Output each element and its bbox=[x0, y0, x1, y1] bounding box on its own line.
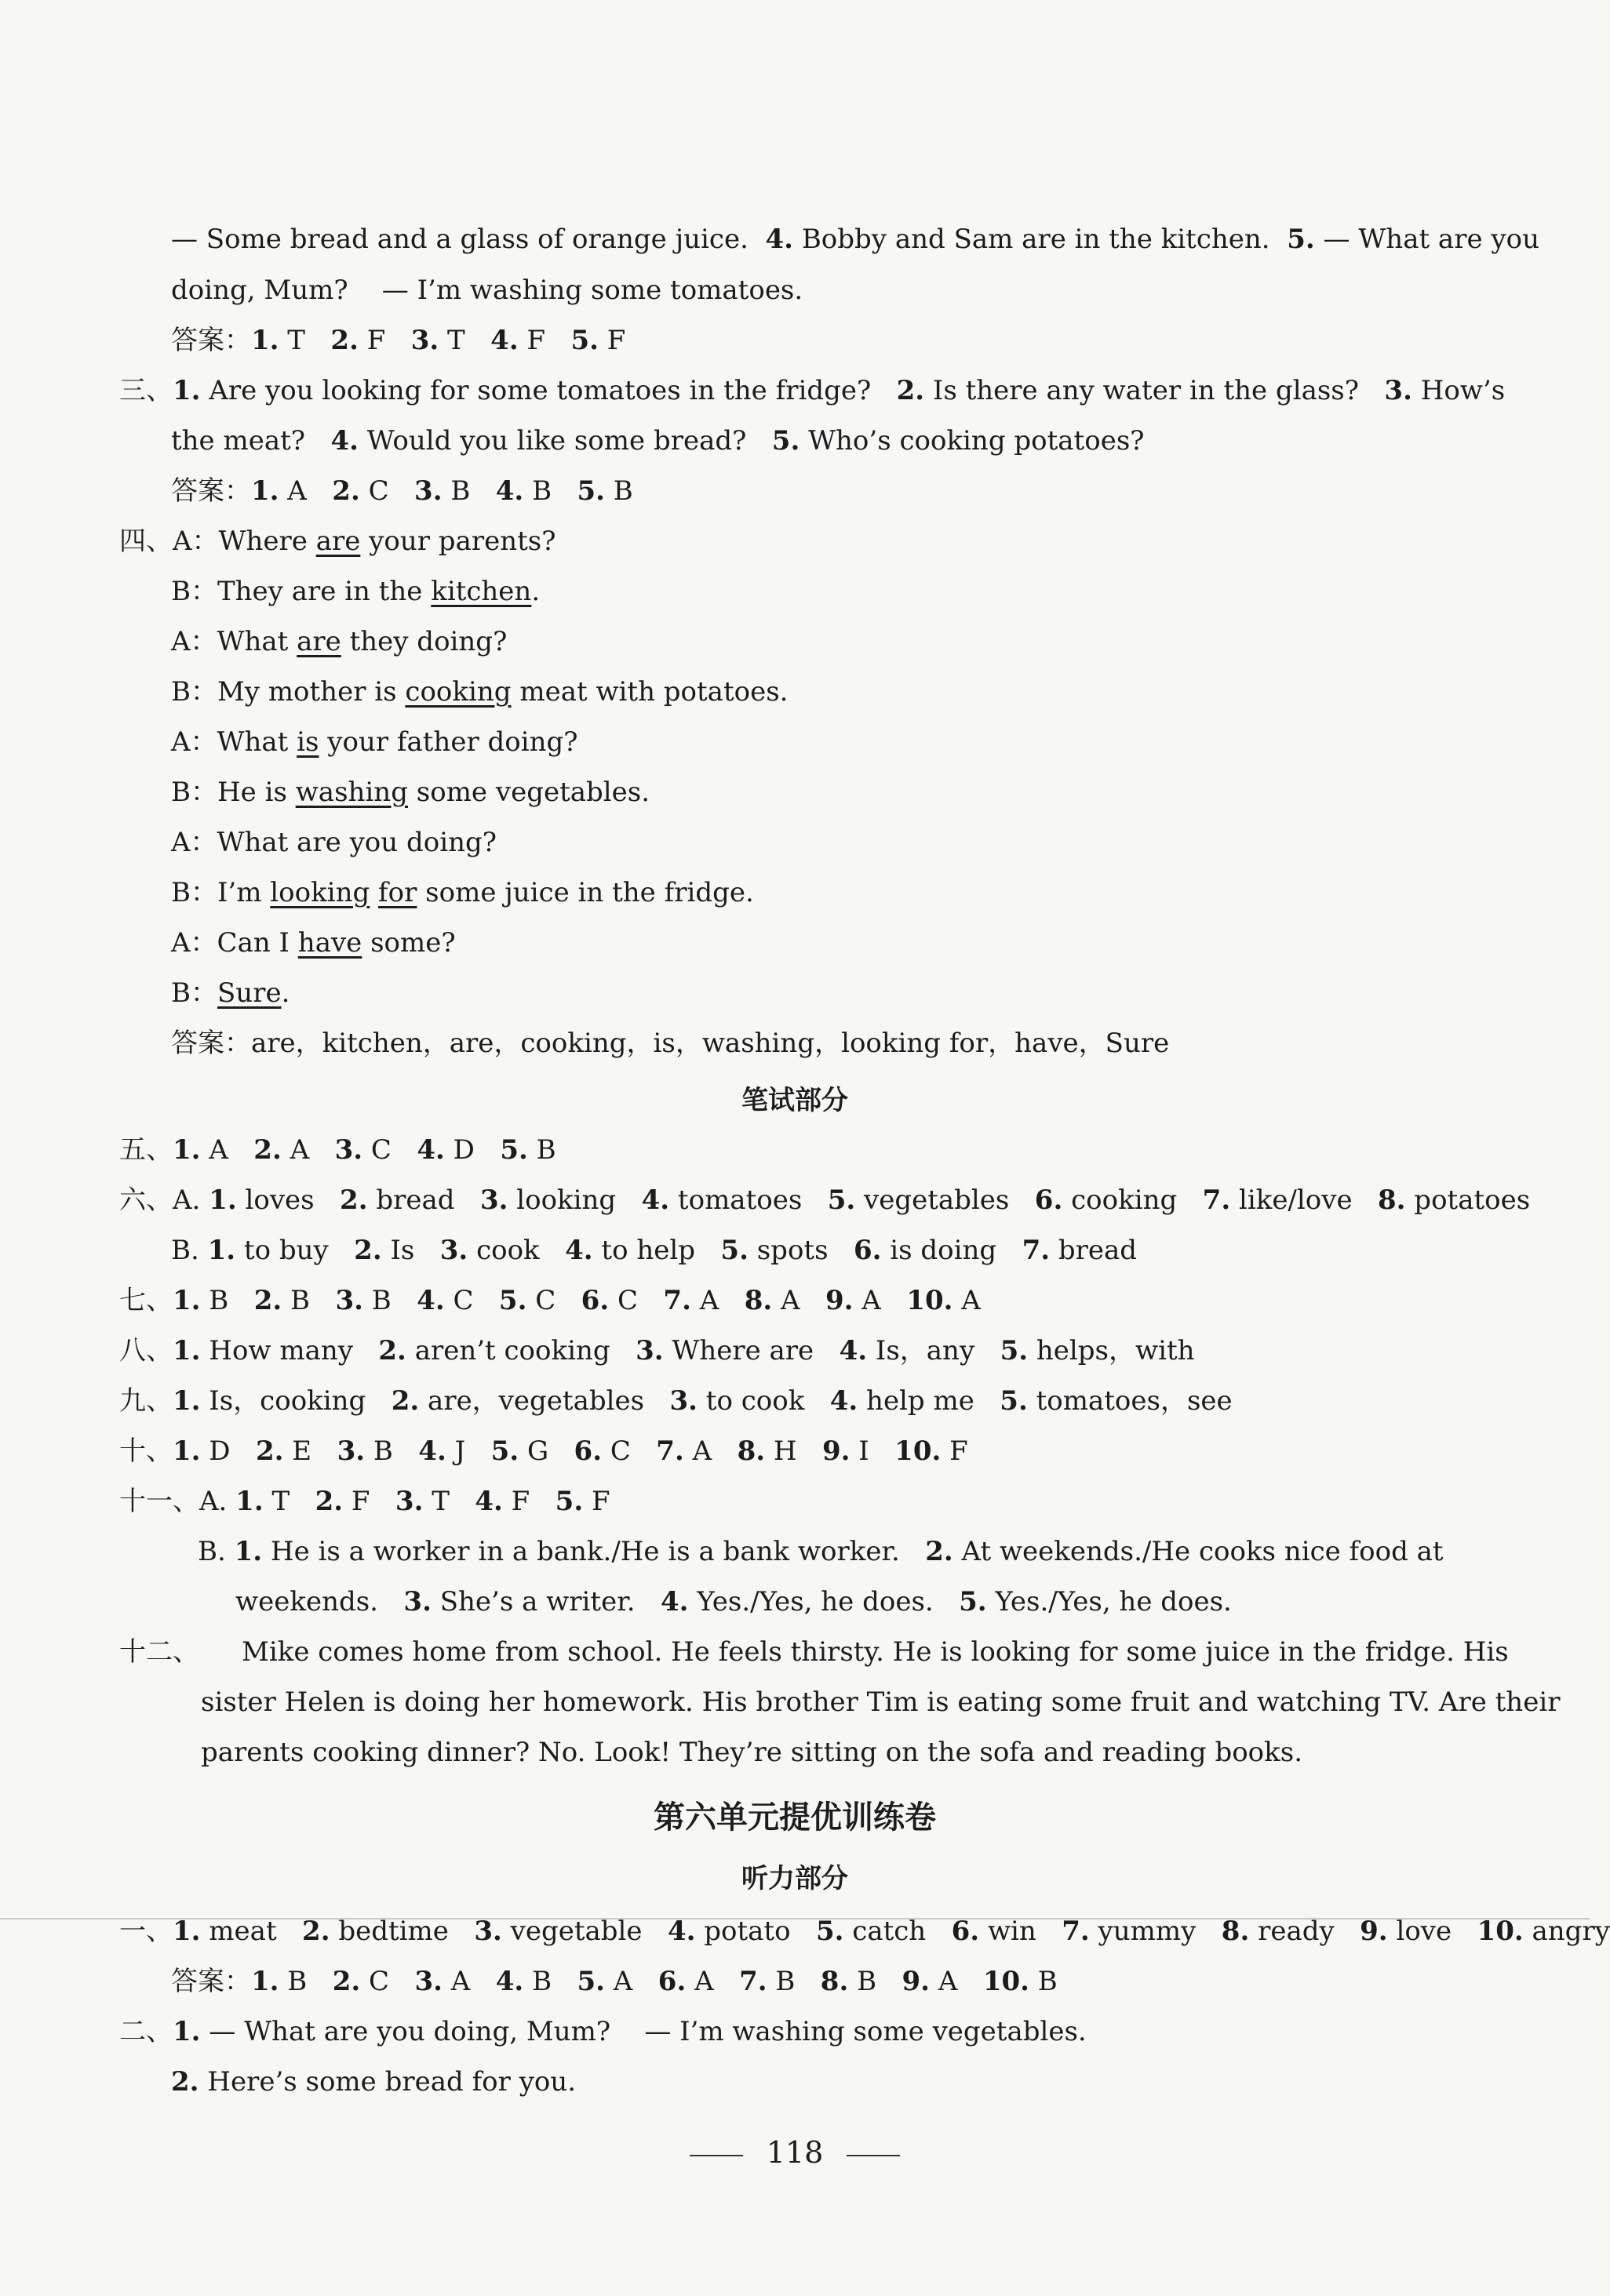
line-text: 5. bbox=[498, 1285, 527, 1316]
line-text: 5. bbox=[577, 475, 605, 507]
text-line bbox=[0, 424, 1590, 458]
line-text: 10. bbox=[1477, 1916, 1524, 1947]
line-text: to buy bbox=[235, 1235, 355, 1266]
line-text: 5. bbox=[1287, 224, 1315, 255]
line-text: C bbox=[609, 1285, 664, 1316]
line-text: Would you like some bread? bbox=[358, 425, 772, 457]
line-text: C bbox=[362, 1134, 417, 1166]
line-text: 7. bbox=[1202, 1184, 1231, 1216]
line-text: 3. bbox=[669, 1385, 698, 1417]
line-text: Where are bbox=[663, 1335, 840, 1366]
line-text: 十二、 Mike comes home from school. He feels thirsty. He is looking for some juice in the fridge. His bbox=[119, 1636, 1509, 1668]
line-text: A bbox=[683, 1435, 738, 1467]
line-text: F bbox=[583, 1486, 610, 1517]
line-text: 6. bbox=[853, 1235, 882, 1266]
text-line bbox=[0, 1484, 1590, 1519]
underlined-answer: washing bbox=[295, 777, 408, 808]
line-text: 6. bbox=[1034, 1184, 1063, 1216]
line-text: vegetables bbox=[855, 1184, 1035, 1216]
underlined-answer: Sure bbox=[217, 977, 282, 1009]
line-text: tomatoes bbox=[669, 1184, 828, 1216]
line-text: A bbox=[281, 1134, 335, 1166]
line-text: win bbox=[979, 1916, 1062, 1947]
underlined-answer: have bbox=[297, 927, 362, 959]
line-text: B bbox=[523, 475, 577, 507]
text-line bbox=[0, 675, 1590, 709]
section-heading-listening: 听力部分 bbox=[741, 1863, 848, 1894]
line-text: B： bbox=[171, 977, 217, 1009]
line-text: vegetable bbox=[501, 1916, 668, 1947]
line-text: 3. bbox=[395, 1486, 424, 1517]
line-text: 1. bbox=[173, 1285, 201, 1316]
line-text: 1. bbox=[173, 1335, 201, 1366]
line-text: 2. bbox=[253, 1134, 282, 1166]
line-text: E bbox=[283, 1435, 337, 1467]
line-text: 1. bbox=[173, 1134, 201, 1166]
line-text: At weekends./He cooks nice food at bbox=[953, 1536, 1444, 1567]
line-text: G bbox=[519, 1435, 574, 1467]
text-line bbox=[0, 926, 1590, 960]
line-text: F bbox=[518, 325, 571, 356]
line-text: — Some bread and a glass of orange juice. bbox=[171, 224, 749, 255]
line-text: cook bbox=[468, 1235, 566, 1266]
line-text: helps，with bbox=[1028, 1335, 1195, 1366]
text-line bbox=[0, 1534, 1590, 1569]
line-text: aren’t cooking bbox=[406, 1335, 636, 1366]
line-text: 7. bbox=[739, 1966, 767, 1997]
line-text: F bbox=[358, 325, 411, 356]
text-line bbox=[0, 1434, 1590, 1468]
line-text: they doing? bbox=[341, 626, 508, 657]
text-line bbox=[0, 1735, 1590, 1770]
line-text: 3. bbox=[414, 475, 443, 507]
line-text: A bbox=[200, 1134, 254, 1166]
line-text: Are you looking for some tomatoes in the fridge? bbox=[200, 375, 897, 406]
line-text: 6. bbox=[574, 1435, 603, 1467]
line-text: 3. bbox=[334, 1134, 363, 1166]
text-line bbox=[0, 775, 1590, 810]
line-text: 7. bbox=[1022, 1235, 1051, 1266]
line-text: B bbox=[279, 1966, 333, 1997]
line-text: T bbox=[439, 325, 491, 356]
line-text: 5. bbox=[815, 1916, 844, 1947]
line-text: 2. bbox=[378, 1335, 406, 1366]
line-text: 1. bbox=[173, 1916, 201, 1947]
line-text: C bbox=[526, 1285, 581, 1316]
line-text: F bbox=[599, 325, 626, 356]
line-text: 二、 bbox=[119, 2016, 173, 2047]
text-line bbox=[0, 524, 1590, 559]
line-text: Who’s cooking potatoes? bbox=[800, 425, 1145, 457]
text-line bbox=[0, 574, 1590, 609]
line-text: 4. bbox=[765, 224, 794, 255]
line-text: help me bbox=[858, 1385, 1000, 1417]
line-text: 8. bbox=[1221, 1916, 1250, 1947]
line-text: 4. bbox=[829, 1385, 858, 1417]
line-text: 8. bbox=[820, 1966, 849, 1997]
line-text: B bbox=[523, 1966, 577, 1997]
page-number-text: 118 bbox=[766, 2135, 824, 2170]
line-text: B：I’m bbox=[171, 877, 271, 908]
line-text: 2. bbox=[315, 1486, 344, 1517]
line-text: 4. bbox=[490, 325, 519, 356]
line-text: 1. bbox=[251, 325, 279, 356]
line-text: D bbox=[200, 1435, 256, 1467]
line-text: bread bbox=[367, 1184, 480, 1216]
line-text: Here’s some bread for you. bbox=[199, 2066, 577, 2098]
line-text: 5. bbox=[1000, 1385, 1028, 1417]
line-text: is doing bbox=[881, 1235, 1022, 1266]
underlined-answer: cooking bbox=[405, 676, 512, 708]
line-text: 7. bbox=[1062, 1916, 1090, 1947]
line-text: 2. bbox=[256, 1435, 284, 1467]
line-text: 3. bbox=[439, 1235, 468, 1266]
line-text: 6. bbox=[581, 1285, 610, 1316]
line-text: your father doing? bbox=[319, 726, 578, 758]
line-text: B bbox=[527, 1134, 556, 1166]
line-text: A bbox=[442, 1966, 496, 1997]
line-text: T bbox=[263, 1486, 315, 1517]
line-text: 2. bbox=[354, 1235, 382, 1266]
line-text: 4. bbox=[667, 1916, 696, 1947]
line-text: 5. bbox=[555, 1486, 584, 1517]
line-text: parents cooking dinner? No. Look! They’re sitting on the sofa and reading books. bbox=[201, 1737, 1303, 1768]
line-text: A bbox=[686, 1966, 740, 1997]
line-text: 九、 bbox=[119, 1385, 173, 1417]
line-text: A：What are you doing? bbox=[171, 827, 497, 858]
line-text: 1. bbox=[173, 1435, 201, 1467]
line-text: A bbox=[690, 1285, 745, 1316]
text-line bbox=[0, 875, 1590, 910]
line-text: 3. bbox=[414, 1966, 443, 1997]
line-text: Bobby and Sam are in the kitchen. bbox=[793, 224, 1270, 255]
line-text: to cook bbox=[697, 1385, 830, 1417]
line-text: some? bbox=[362, 927, 456, 959]
line-text: B：He is bbox=[171, 777, 296, 808]
page-number bbox=[0, 2135, 1590, 2170]
line-text: 6. bbox=[951, 1916, 980, 1947]
line-text: C bbox=[444, 1285, 499, 1316]
text-line bbox=[0, 1635, 1590, 1669]
text-line bbox=[0, 1233, 1590, 1268]
line-text: bedtime bbox=[330, 1916, 475, 1947]
line-text: 7. bbox=[656, 1435, 684, 1467]
text-line bbox=[0, 1283, 1590, 1318]
line-text: the meat? bbox=[171, 425, 331, 457]
text-line bbox=[0, 1026, 1590, 1061]
line-text: Is，cooking bbox=[200, 1385, 392, 1417]
line-text: 3. bbox=[335, 1285, 363, 1316]
line-text: 5. bbox=[720, 1235, 749, 1266]
line-text: A bbox=[953, 1285, 981, 1316]
line-text: B：My mother is bbox=[171, 676, 406, 708]
line-text: 10. bbox=[982, 1966, 1029, 1997]
line-text: 5. bbox=[570, 325, 599, 356]
line-text: some juice in the fridge. bbox=[417, 877, 754, 908]
line-text: 3. bbox=[337, 1435, 366, 1467]
line-text: 5. bbox=[577, 1966, 605, 1997]
line-text: Is bbox=[381, 1235, 440, 1266]
underlined-answer: are bbox=[297, 626, 341, 657]
line-text: 答案： bbox=[171, 1966, 251, 1997]
text-line bbox=[0, 323, 1590, 358]
line-text: 1. bbox=[235, 1486, 264, 1517]
dash-left bbox=[690, 2155, 743, 2156]
line-text: B bbox=[767, 1966, 821, 1997]
line-text: 7. bbox=[663, 1285, 691, 1316]
underlined-answer: looking bbox=[270, 877, 370, 908]
line-text: 3. bbox=[474, 1916, 502, 1947]
line-text: like/love bbox=[1230, 1184, 1378, 1216]
line-text: some vegetables. bbox=[407, 777, 650, 808]
line-text: potato bbox=[695, 1916, 816, 1947]
line-text: 四、A：Where bbox=[119, 526, 316, 557]
line-text: 4. bbox=[660, 1586, 689, 1617]
line-text: love bbox=[1387, 1916, 1477, 1947]
line-text: 2. bbox=[332, 475, 360, 507]
line-text: 5. bbox=[1000, 1335, 1029, 1366]
underlined-answer: are bbox=[315, 526, 361, 557]
section-heading-written: 笔试部分 bbox=[741, 1085, 848, 1116]
line-text: 4. bbox=[417, 1285, 445, 1316]
line-text: 2. bbox=[340, 1184, 368, 1216]
line-text: D bbox=[444, 1134, 501, 1166]
line-text: 3. bbox=[636, 1335, 664, 1366]
line-text: 五、 bbox=[119, 1134, 173, 1166]
line-text: are，vegetables bbox=[419, 1385, 670, 1417]
line-text: 5. bbox=[771, 425, 800, 457]
line-text: 2. bbox=[302, 1916, 330, 1947]
line-text: A：What bbox=[171, 726, 297, 758]
text-line bbox=[0, 725, 1590, 759]
line-text: B bbox=[442, 475, 496, 507]
line-text: loves bbox=[236, 1184, 341, 1216]
line-text: B：They are in the bbox=[171, 576, 432, 607]
line-text: Is，any bbox=[867, 1335, 1000, 1366]
line-text: 4. bbox=[475, 1486, 503, 1517]
line-text: 七、 bbox=[119, 1285, 173, 1316]
text-line bbox=[0, 474, 1590, 508]
line-text: 9. bbox=[825, 1285, 854, 1316]
line-text: 6. bbox=[657, 1966, 687, 1997]
line-text: 3. bbox=[479, 1184, 508, 1216]
line-text: . bbox=[531, 576, 541, 607]
line-text: H bbox=[765, 1435, 822, 1467]
text-line bbox=[0, 825, 1590, 860]
line-text: 9. bbox=[902, 1966, 931, 1997]
line-text: spots bbox=[748, 1235, 854, 1266]
text-line bbox=[0, 1384, 1590, 1418]
line-text: B bbox=[365, 1435, 419, 1467]
text-line bbox=[0, 1334, 1590, 1368]
line-text: 10. bbox=[894, 1435, 942, 1467]
line-text: B bbox=[1029, 1966, 1058, 1997]
line-text: tomatoes，see bbox=[1027, 1385, 1233, 1417]
line-text: I bbox=[850, 1435, 895, 1467]
line-text: ready bbox=[1249, 1916, 1360, 1947]
line-text: 8. bbox=[744, 1285, 773, 1316]
line-text: F bbox=[502, 1486, 555, 1517]
line-text: 9. bbox=[821, 1435, 851, 1467]
line-text: 答案：are，kitchen，are，cooking，is，washing，looking for，have，Sure bbox=[171, 1028, 1170, 1059]
text-line bbox=[0, 373, 1590, 408]
line-text: A bbox=[772, 1285, 825, 1316]
line-text: 8. bbox=[1378, 1184, 1406, 1216]
line-text: A bbox=[853, 1285, 907, 1316]
line-text: 1. bbox=[173, 2016, 201, 2047]
line-text: 2. bbox=[253, 1285, 282, 1316]
line-text: A：Can I bbox=[171, 927, 298, 959]
line-text: A bbox=[604, 1966, 658, 1997]
text-line bbox=[0, 976, 1590, 1010]
line-text: to help bbox=[592, 1235, 721, 1266]
line-text: 8. bbox=[737, 1435, 766, 1467]
line-text: Is there any water in the glass? bbox=[924, 375, 1385, 406]
line-text: He is a worker in a bank./He is a bank worker. bbox=[262, 1536, 926, 1567]
line-text: B. bbox=[171, 1235, 208, 1266]
line-text: potatoes bbox=[1405, 1184, 1531, 1216]
line-text: B bbox=[200, 1285, 254, 1316]
text-line bbox=[0, 1585, 1590, 1619]
unit-title: 第六单元提优训练卷 bbox=[654, 1799, 936, 1836]
line-text: 5. bbox=[500, 1134, 528, 1166]
line-text: 5. bbox=[959, 1586, 987, 1617]
text-line bbox=[0, 273, 1590, 307]
line-text: doing, Mum? — I’m washing some tomatoes. bbox=[171, 275, 803, 306]
line-text: 10. bbox=[906, 1285, 953, 1316]
line-text: C bbox=[359, 475, 415, 507]
line-text: looking bbox=[508, 1184, 642, 1216]
line-text: weekends. bbox=[235, 1586, 404, 1617]
text-line bbox=[0, 1133, 1590, 1167]
line-text: 2. bbox=[391, 1385, 420, 1417]
line-text: 4. bbox=[839, 1335, 868, 1366]
line-text: — What are you doing, Mum? — I’m washing some vegetables. bbox=[200, 2016, 1087, 2047]
text-line bbox=[0, 624, 1590, 659]
line-text: 5. bbox=[827, 1184, 856, 1216]
line-text: 1. bbox=[209, 1184, 237, 1216]
line-text: — What are you bbox=[1314, 224, 1539, 255]
line-text: C bbox=[360, 1966, 415, 1997]
line-text: 4. bbox=[495, 1966, 524, 1997]
line-text: B. bbox=[198, 1536, 235, 1567]
line-text: bread bbox=[1050, 1235, 1138, 1266]
line-text: 答案： bbox=[171, 475, 251, 507]
line-text: 一、 bbox=[119, 1916, 173, 1947]
text-line bbox=[0, 1964, 1590, 1999]
line-text: 4. bbox=[495, 475, 524, 507]
text-line bbox=[0, 222, 1590, 257]
line-text: yummy bbox=[1089, 1916, 1222, 1947]
underlined-answer: for bbox=[378, 877, 417, 908]
line-text: angry bbox=[1523, 1916, 1610, 1947]
line-text: How’s bbox=[1411, 375, 1506, 406]
underlined-answer: is bbox=[297, 726, 319, 758]
line-text: F bbox=[941, 1435, 968, 1467]
line-text: 4. bbox=[641, 1184, 670, 1216]
line-text: 2. bbox=[332, 1966, 361, 1997]
line-text: 2. bbox=[896, 375, 925, 406]
text-line bbox=[0, 2065, 1590, 2099]
line-text: 1. bbox=[251, 1966, 279, 1997]
line-text: F bbox=[343, 1486, 395, 1517]
line-text: B bbox=[848, 1966, 902, 1997]
line-text: 1. bbox=[173, 1385, 201, 1417]
line-text: 2. bbox=[171, 2066, 199, 2098]
line-text: 十、 bbox=[119, 1435, 173, 1467]
line-text: 1. bbox=[207, 1235, 236, 1266]
line-text: 1. bbox=[234, 1536, 263, 1567]
dash-right bbox=[847, 2155, 900, 2156]
line-text: your parents? bbox=[360, 526, 556, 557]
line-text: sister Helen is doing her homework. His brother Tim is eating some fruit and watching TV. Are their bbox=[201, 1687, 1561, 1718]
line-text: 9. bbox=[1360, 1916, 1388, 1947]
line-text: A bbox=[930, 1966, 983, 1997]
line-text: 4. bbox=[330, 425, 359, 457]
line-text: C bbox=[602, 1435, 657, 1467]
line-text: 3. bbox=[410, 325, 439, 356]
line-text: B bbox=[604, 475, 633, 507]
line-text: A：What bbox=[171, 626, 297, 657]
line-text: Yes./Yes, he does. bbox=[986, 1586, 1232, 1617]
line-text: B bbox=[362, 1285, 417, 1316]
line-text: 六、A. bbox=[119, 1184, 209, 1216]
line-text: 八、 bbox=[119, 1335, 173, 1366]
line-text bbox=[370, 877, 378, 908]
line-text: 三、 bbox=[119, 375, 173, 406]
line-text: She’s a writer. bbox=[431, 1586, 661, 1617]
text-line bbox=[0, 1685, 1590, 1719]
line-text: 4. bbox=[417, 1134, 445, 1166]
line-text: cooking bbox=[1062, 1184, 1203, 1216]
line-text bbox=[749, 224, 766, 255]
line-text: T bbox=[279, 325, 331, 356]
line-text bbox=[1270, 224, 1288, 255]
line-text: Yes./Yes, he does. bbox=[688, 1586, 960, 1617]
line-text: meat with potatoes. bbox=[511, 676, 789, 708]
line-text: 5. bbox=[490, 1435, 519, 1467]
line-text: 4. bbox=[418, 1435, 446, 1467]
line-text: catch bbox=[843, 1916, 952, 1947]
line-text: 1. bbox=[173, 375, 201, 406]
line-text: 4. bbox=[565, 1235, 593, 1266]
line-text: 2. bbox=[330, 325, 359, 356]
text-line bbox=[0, 1183, 1590, 1217]
line-text: 3. bbox=[403, 1586, 432, 1617]
line-text: 3. bbox=[1384, 375, 1412, 406]
underlined-answer: kitchen bbox=[431, 576, 532, 607]
line-text: 十一、A. bbox=[119, 1486, 236, 1517]
line-text: 答案： bbox=[171, 325, 251, 356]
line-text: B bbox=[282, 1285, 336, 1316]
divider-line bbox=[0, 1918, 1590, 1919]
line-text: A bbox=[279, 475, 333, 507]
line-text: . bbox=[281, 977, 290, 1009]
line-text: 1. bbox=[251, 475, 279, 507]
line-text: 2. bbox=[925, 1536, 953, 1567]
line-text: How many bbox=[200, 1335, 379, 1366]
line-text: meat bbox=[200, 1916, 303, 1947]
line-text: J bbox=[446, 1435, 491, 1467]
text-line bbox=[0, 2014, 1590, 2049]
line-text: T bbox=[423, 1486, 475, 1517]
